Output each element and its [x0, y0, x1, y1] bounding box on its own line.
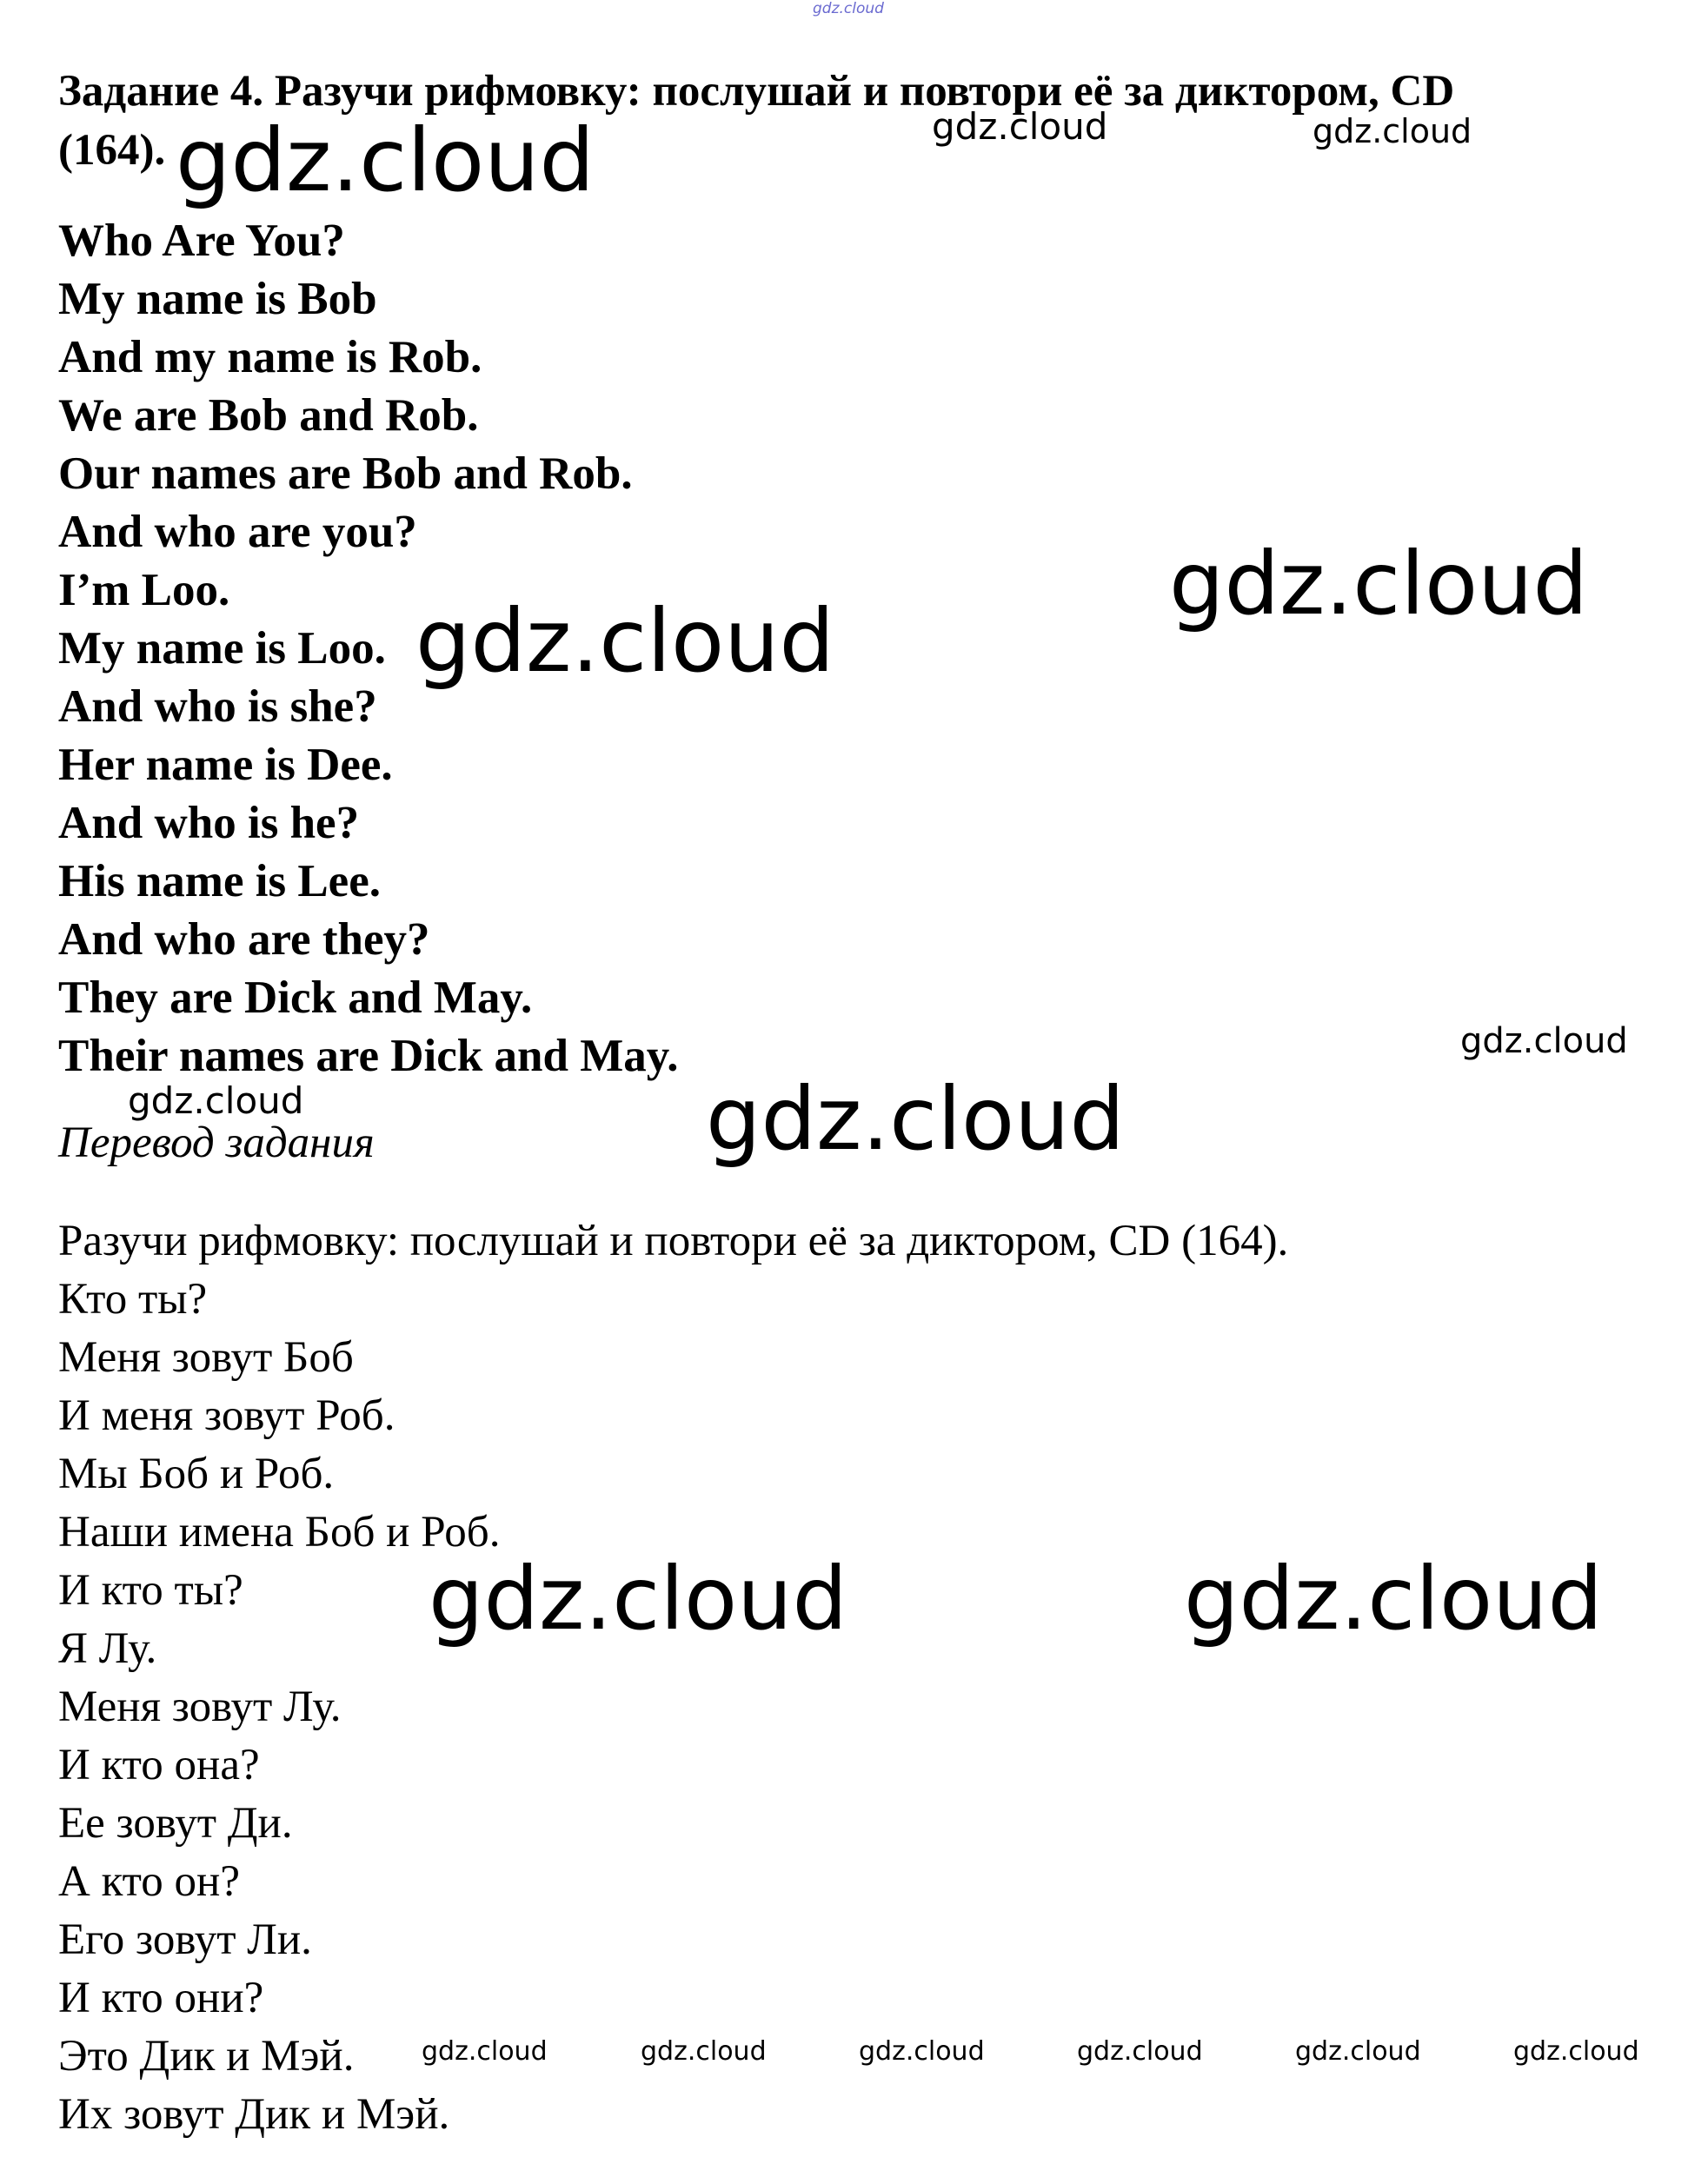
watermark: gdz.cloud: [176, 110, 595, 211]
translation-line: Мы Боб и Роб.: [58, 1450, 335, 1498]
translation-line: Их зовут Дик и Мэй.: [58, 2090, 450, 2139]
watermark-top: gdz.cloud: [813, 0, 884, 17]
watermark: gdz.cloud: [1184, 1548, 1604, 1650]
poem-line: And who is she?: [58, 681, 377, 732]
translation-line: Ее зовут Ди.: [58, 1799, 293, 1848]
watermark: gdz.cloud: [706, 1068, 1126, 1170]
watermark: gdz.cloud: [859, 2036, 985, 2067]
translation-line: Это Дик и Мэй.: [58, 2032, 355, 2081]
poem-line: We are Bob and Rob.: [58, 390, 479, 441]
poem-line: Their names are Dick and May.: [58, 1031, 679, 1081]
task-title: Задание 4. Разучи рифмовку: послушай и повтори её за диктором, CD: [58, 67, 1455, 116]
watermark: gdz.cloud: [429, 1548, 848, 1650]
translation-heading: Перевод задания: [58, 1119, 375, 1167]
translation-line: Наши имена Боб и Роб.: [58, 1508, 501, 1557]
watermark: gdz.cloud: [415, 590, 835, 692]
translation-line: Меня зовут Лу.: [58, 1683, 342, 1731]
watermark: gdz.cloud: [932, 105, 1108, 148]
translation-line: И кто ты?: [58, 1566, 243, 1615]
watermark: gdz.cloud: [1460, 1021, 1628, 1061]
poem-line: My name is Bob: [58, 274, 377, 324]
poem-line: Who Are You?: [58, 216, 345, 266]
translation-line: А кто он?: [58, 1857, 240, 1906]
poem-line: His name is Lee.: [58, 856, 381, 906]
task-title-continued: (164).: [58, 126, 166, 175]
watermark: gdz.cloud: [128, 1079, 304, 1122]
poem-line: And who is he?: [58, 798, 360, 848]
translation-line: И кто они?: [58, 1974, 264, 2022]
watermark: gdz.cloud: [1077, 2036, 1203, 2067]
poem-line: My name is Loo.: [58, 623, 386, 674]
watermark: gdz.cloud: [422, 2036, 548, 2067]
poem-line: And my name is Rob.: [58, 332, 482, 382]
translation-line: Я Лу.: [58, 1624, 157, 1673]
watermark: gdz.cloud: [1295, 2036, 1421, 2067]
watermark: gdz.cloud: [1313, 112, 1472, 150]
watermark: gdz.cloud: [641, 2036, 767, 2067]
watermark: gdz.cloud: [1169, 533, 1589, 634]
translation-line: Разучи рифмовку: послушай и повтори её за диктором, CD (164).: [58, 1217, 1289, 1265]
translation-line: Его зовут Ли.: [58, 1915, 312, 1964]
translation-line: Меня зовут Боб: [58, 1333, 354, 1382]
translation-line: И кто она?: [58, 1741, 260, 1789]
poem-line: And who are they?: [58, 914, 430, 965]
poem-line: Her name is Dee.: [58, 740, 393, 790]
poem-line: Our names are Bob and Rob.: [58, 448, 633, 499]
watermark: gdz.cloud: [1513, 2036, 1639, 2067]
poem-line: And who are you?: [58, 507, 417, 557]
translation-line: И меня зовут Роб.: [58, 1391, 395, 1440]
poem-line: I’m Loo.: [58, 565, 230, 615]
translation-line: Кто ты?: [58, 1275, 208, 1324]
poem-line: They are Dick and May.: [58, 972, 533, 1023]
